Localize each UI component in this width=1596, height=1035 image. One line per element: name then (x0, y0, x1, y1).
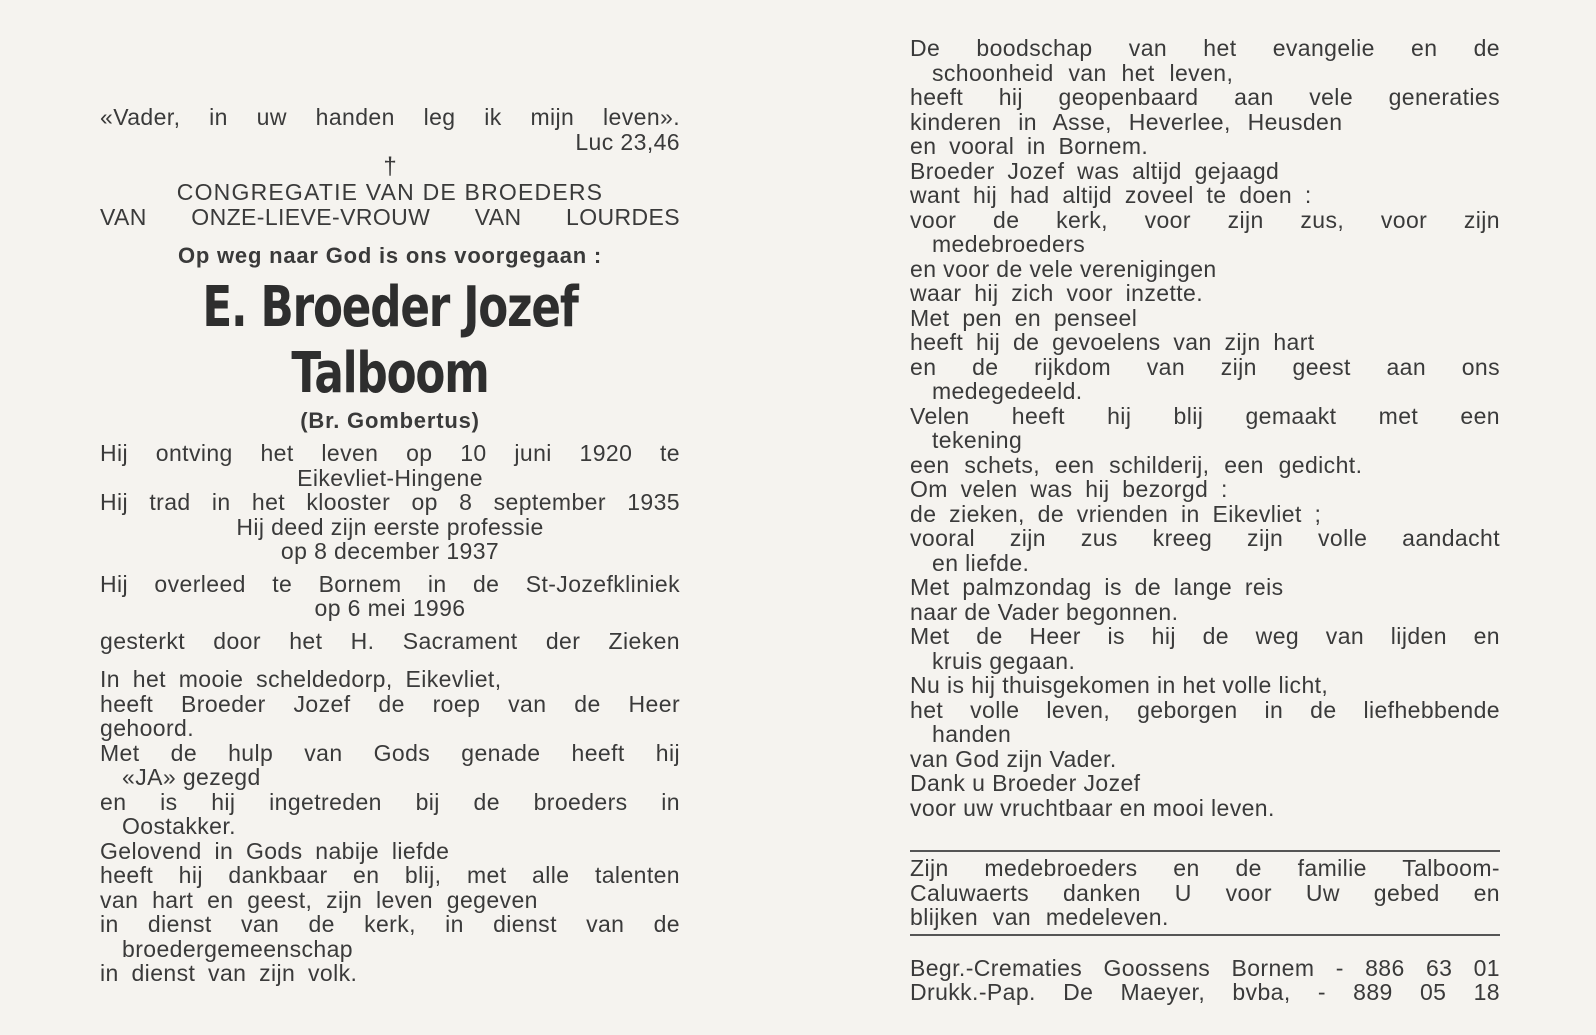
bio-line: Hij deed zijn eerste professie (236, 513, 544, 540)
bio-line: Eikevliet-Hingene (297, 464, 483, 491)
funeral-director: Begr.-Crematies Goossens Bornem - 886 63 01 (910, 954, 1500, 981)
text-line: Gelovend in Gods nabije liefde (100, 837, 450, 864)
text-line: Velen heeft hij blij gemaakt met een (910, 402, 1500, 429)
text-line: waar hij zich voor inzette. (910, 280, 1204, 306)
text-line: Met palmzondag is de lange reis (910, 574, 1284, 600)
text-line: naar de Vader begonnen. (910, 598, 1179, 625)
bio-line: Hij trad in het klooster op 8 september 1935 (100, 489, 680, 515)
thanks-line: Caluwaerts danken U voor Uw gebed en (910, 879, 1500, 906)
text-line: Met de Heer is hij de weg van lijden en (910, 623, 1500, 649)
text-line: broedergemeenschap (122, 935, 353, 962)
text-line: Oostakker. (122, 813, 236, 839)
text-line: in dienst van zijn volk. (100, 960, 358, 986)
bible-quote: «Vader, in uw handen leg ik mijn leven». (100, 104, 680, 130)
text-line: schoonheid van het leven, (932, 59, 1234, 86)
text-line: en de rijkdom van zijn geest aan ons (910, 353, 1500, 380)
congregation-line-1: CONGREGATIE VAN DE BROEDERS (176, 179, 604, 205)
text-line: van hart en geest, zijn leven gegeven (100, 886, 538, 913)
text-line: en vooral in Bornem. (910, 133, 1149, 159)
text-line: Broeder Jozef was altijd gejaagd (910, 157, 1280, 184)
text-line: Om velen was hij bezorgd : (910, 476, 1228, 502)
text-line: heeft Broeder Jozef de roep van de Heer (100, 690, 680, 717)
text-line: heeft hij de gevoelens van zijn hart (910, 329, 1315, 355)
text-line: heeft hij geopenbaard aan vele generaties (910, 84, 1500, 110)
text-line: medegedeeld. (932, 378, 1083, 404)
text-line: voor uw vruchtbaar en mooi leven. (910, 794, 1275, 821)
cross-icon: † (383, 153, 397, 180)
bio-line: op 8 december 1937 (280, 538, 500, 564)
deceased-name: E. Broeder Jozef Talboom (202, 274, 578, 406)
bio-line: op 6 mei 1996 (314, 595, 466, 621)
text-line: kruis gegaan. (932, 647, 1076, 674)
text-line: «JA» gezegd (122, 764, 261, 790)
bio-line: Hij ontving het leven op 10 juni 1920 te (100, 440, 680, 466)
text-line: tekening (932, 427, 1023, 453)
text-line: Met pen en penseel (910, 304, 1138, 331)
text-line: heeft hij dankbaar en blij, met alle talenten (100, 862, 680, 888)
text-line: Dank u Broeder Jozef (910, 770, 1141, 796)
printer: Drukk.-Pap. De Maeyer, bvba, - 889 05 18 (910, 979, 1500, 1005)
text-line: de zieken, de vrienden in Eikevliet ; (910, 500, 1322, 527)
thanks-line: blijken van medeleven. (910, 904, 1169, 930)
bio-line: Hij overleed te Bornem in de St-Jozefkliniek (100, 570, 680, 597)
text-line: vooral zijn zus kreeg zijn volle aandacht (910, 525, 1500, 551)
right-column (910, 36, 1500, 1005)
text-line: medebroeders (932, 231, 1086, 257)
text-line: van God zijn Vader. (910, 745, 1117, 772)
bio-line: gesterkt door het H. Sacrament der Zieken (100, 627, 680, 654)
intro-line: Op weg naar God is ons voorgegaan : (177, 243, 603, 268)
thanks-line: Zijn medebroeders en de familie Talboom- (910, 855, 1500, 881)
text-line: Nu is hij thuisgekomen in het volle licht, (910, 672, 1329, 698)
text-line: voor de kerk, voor zijn zus, voor zijn (910, 206, 1500, 233)
bible-reference: Luc 23,46 (575, 128, 680, 155)
text-line: en is hij ingetreden bij de broeders in (100, 788, 680, 815)
text-line: kinderen in Asse, Heverlee, Heusden (910, 108, 1343, 135)
left-column (100, 105, 680, 986)
text-line: De boodschap van het evangelie en de (910, 35, 1500, 61)
text-line: en liefde. (932, 549, 1030, 576)
text-line: het volle leven, geborgen in de liefhebbende (910, 696, 1500, 723)
text-line: in dienst van de kerk, in dienst van de (100, 911, 680, 937)
text-line: handen (932, 721, 1012, 747)
text-line: In het mooie scheldedorp, Eikevliet, (100, 666, 502, 692)
text-line: een schets, een schilderij, een gedicht. (910, 451, 1363, 478)
text-line: gehoord. (100, 715, 194, 741)
congregation-line-2: VAN ONZE-LIEVE-VROUW VAN LOURDES (100, 204, 680, 230)
religious-name: (Br. Gombertus) (300, 407, 480, 433)
text-line: Met de hulp van Gods genade heeft hij (100, 739, 680, 766)
text-line: want hij had altijd zoveel te doen : (910, 182, 1312, 208)
text-line: en voor de vele verenigingen (910, 255, 1217, 282)
